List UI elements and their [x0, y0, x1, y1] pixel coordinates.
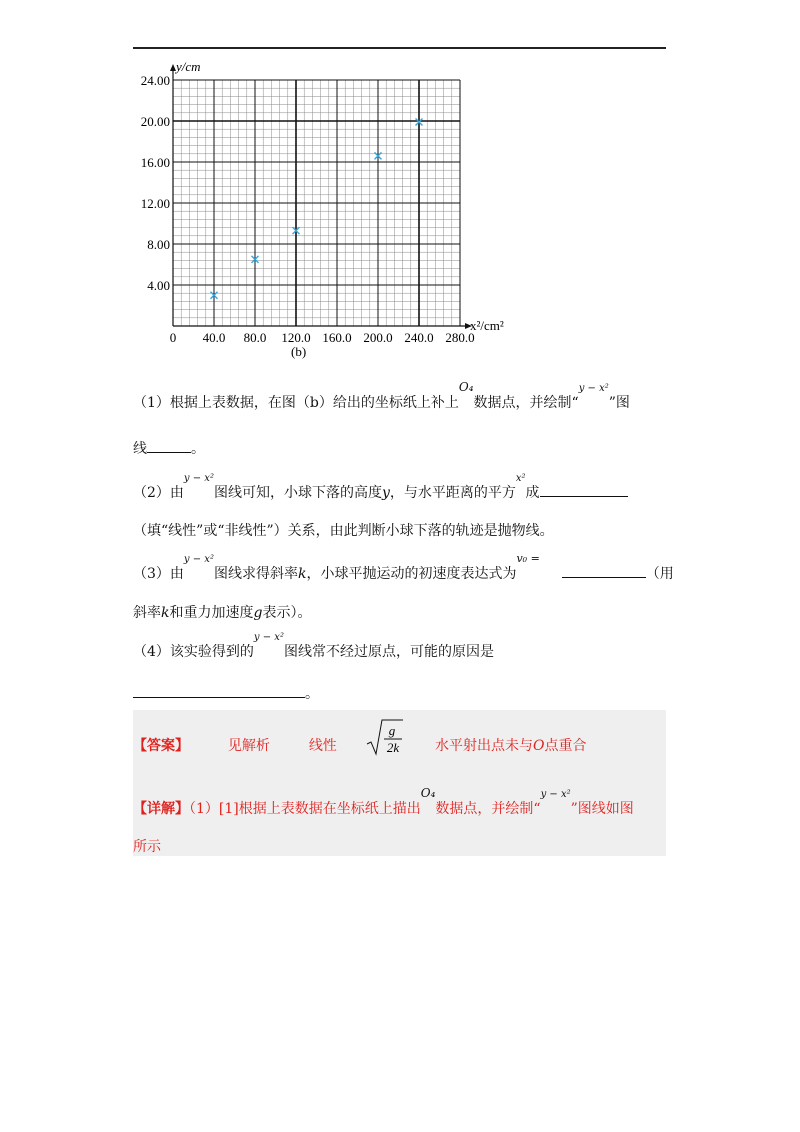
x-tick-label: 80.0: [243, 330, 267, 345]
q4-text-b: 图线常不经过原点，可能的原因是: [283, 644, 494, 660]
x-tick-labels: [170, 330, 475, 345]
y-tick-label: 16.00: [140, 155, 170, 170]
y-tick-label: 8.00: [147, 237, 170, 252]
y-x2-expression: y − x²: [183, 473, 214, 484]
sqrt-numerator: g: [388, 723, 396, 738]
y-x2-expression: y − x²: [540, 789, 571, 800]
q3-text-line2-b: 和重力加速度: [169, 605, 254, 621]
detail-tag: 【详解】: [133, 801, 189, 817]
answer-tag: 【答案】: [133, 738, 189, 754]
x-tick-label: 40.0: [202, 330, 226, 345]
detail-text-c: ”图线如图: [570, 801, 634, 817]
question-1-line1: [133, 380, 630, 415]
detail-text-b: 数据点，并绘制“: [435, 801, 541, 817]
answer-blank-1[interactable]: [147, 438, 191, 453]
q4-text-end: 。: [305, 686, 319, 702]
y-tick-label: 20.00: [140, 114, 170, 129]
detail-row-2: [133, 836, 161, 856]
q1-text-end: 。: [191, 441, 205, 457]
major-grid: [173, 80, 460, 326]
question-2-line1: [133, 473, 628, 505]
y-axis-label: y/cm: [176, 59, 201, 74]
q2-text-b: 图线可知，小球下落的高度: [213, 485, 382, 501]
answer-blank-2[interactable]: [540, 482, 628, 497]
x2-expression: x²: [515, 473, 526, 484]
x-axis-label: x²/cm²: [470, 318, 504, 333]
v0-expression: v₀ =: [516, 552, 540, 565]
y-tick-labels: [141, 73, 170, 293]
y-x2-expression: y − x²: [183, 554, 214, 565]
o-point: O: [533, 738, 545, 754]
y-tick-label: 4.00: [147, 278, 170, 293]
q2-text-line2: （填“线性”或“非线性”）关系，由此判断小球下落的轨迹是抛物线。: [133, 523, 554, 539]
answer-blank-4[interactable]: [133, 683, 305, 698]
answer-4-pre: 水平射出点未与: [435, 738, 533, 754]
q3-text-b: 图线求得斜率: [213, 566, 298, 582]
x-tick-label: 240.0: [404, 330, 434, 345]
o4-symbol: O₄: [458, 380, 474, 394]
sqrt-expression: [365, 718, 405, 758]
x-tick-label: 200.0: [363, 330, 393, 345]
answer-4: [435, 735, 586, 755]
answer-2: 线性: [308, 738, 337, 754]
k-variable: k: [161, 605, 170, 621]
question-4-line1: [133, 632, 494, 664]
o4-symbol: O₄: [420, 786, 436, 800]
question-3-line2: [133, 603, 311, 623]
answer-row: [133, 735, 337, 755]
x-tick-label: 280.0: [445, 330, 475, 345]
q2-text-d: 成: [525, 485, 540, 501]
top-rule: [133, 47, 666, 49]
scatter-chart: [128, 56, 528, 366]
y-x2-expression: y − x²: [253, 632, 284, 643]
y-variable: y: [381, 485, 390, 501]
detail-text-a: （1）[1]根据上表数据在坐标纸上描出: [189, 801, 421, 817]
x-tick-label: 160.0: [322, 330, 352, 345]
x-tick-label: 0: [169, 330, 177, 345]
x-tick-label: 120.0: [281, 330, 311, 345]
q1-text-a: （1）根据上表数据，在图（b）给出的坐标纸上补上: [133, 395, 459, 411]
question-1-line2: [133, 438, 205, 459]
q1-text-c: ”图: [608, 395, 630, 411]
q1-text-b: 数据点，并绘制“: [473, 395, 579, 411]
q3-text-a: （3）由: [133, 566, 184, 582]
question-4-line2: [133, 683, 319, 704]
q4-text-a: （4）该实验得到的: [133, 644, 254, 660]
q1-text-line2: 线: [133, 441, 147, 457]
y-x2-expression: y − x²: [578, 383, 609, 394]
sqrt-denominator: 2k: [386, 740, 400, 755]
q3-text-line2-a: 斜率: [133, 605, 161, 621]
q2-text-c: ，与水平距离的平方: [389, 485, 516, 501]
axes: [170, 64, 472, 329]
y-tick-label: 24.00: [140, 73, 170, 88]
answer-1: 见解析: [227, 738, 270, 754]
g-variable: g: [253, 605, 263, 621]
k-variable: k: [297, 566, 307, 582]
answer-blank-3[interactable]: [562, 563, 646, 578]
question-3-line1: [133, 552, 674, 586]
q3-text-c: ，小球平抛运动的初速度表达式为: [306, 566, 517, 582]
detail-text-line2: 所示: [133, 839, 161, 855]
q3-text-d: （用: [645, 566, 674, 582]
q3-text-line2-c: 表示）。: [262, 605, 312, 621]
answer-4-post: 点重合: [544, 738, 587, 754]
question-2-line2: [133, 521, 554, 541]
chart-caption: (b): [291, 344, 307, 359]
y-tick-label: 12.00: [140, 196, 170, 211]
detail-row: [133, 786, 634, 818]
q2-text-a: （2）由: [133, 485, 184, 501]
